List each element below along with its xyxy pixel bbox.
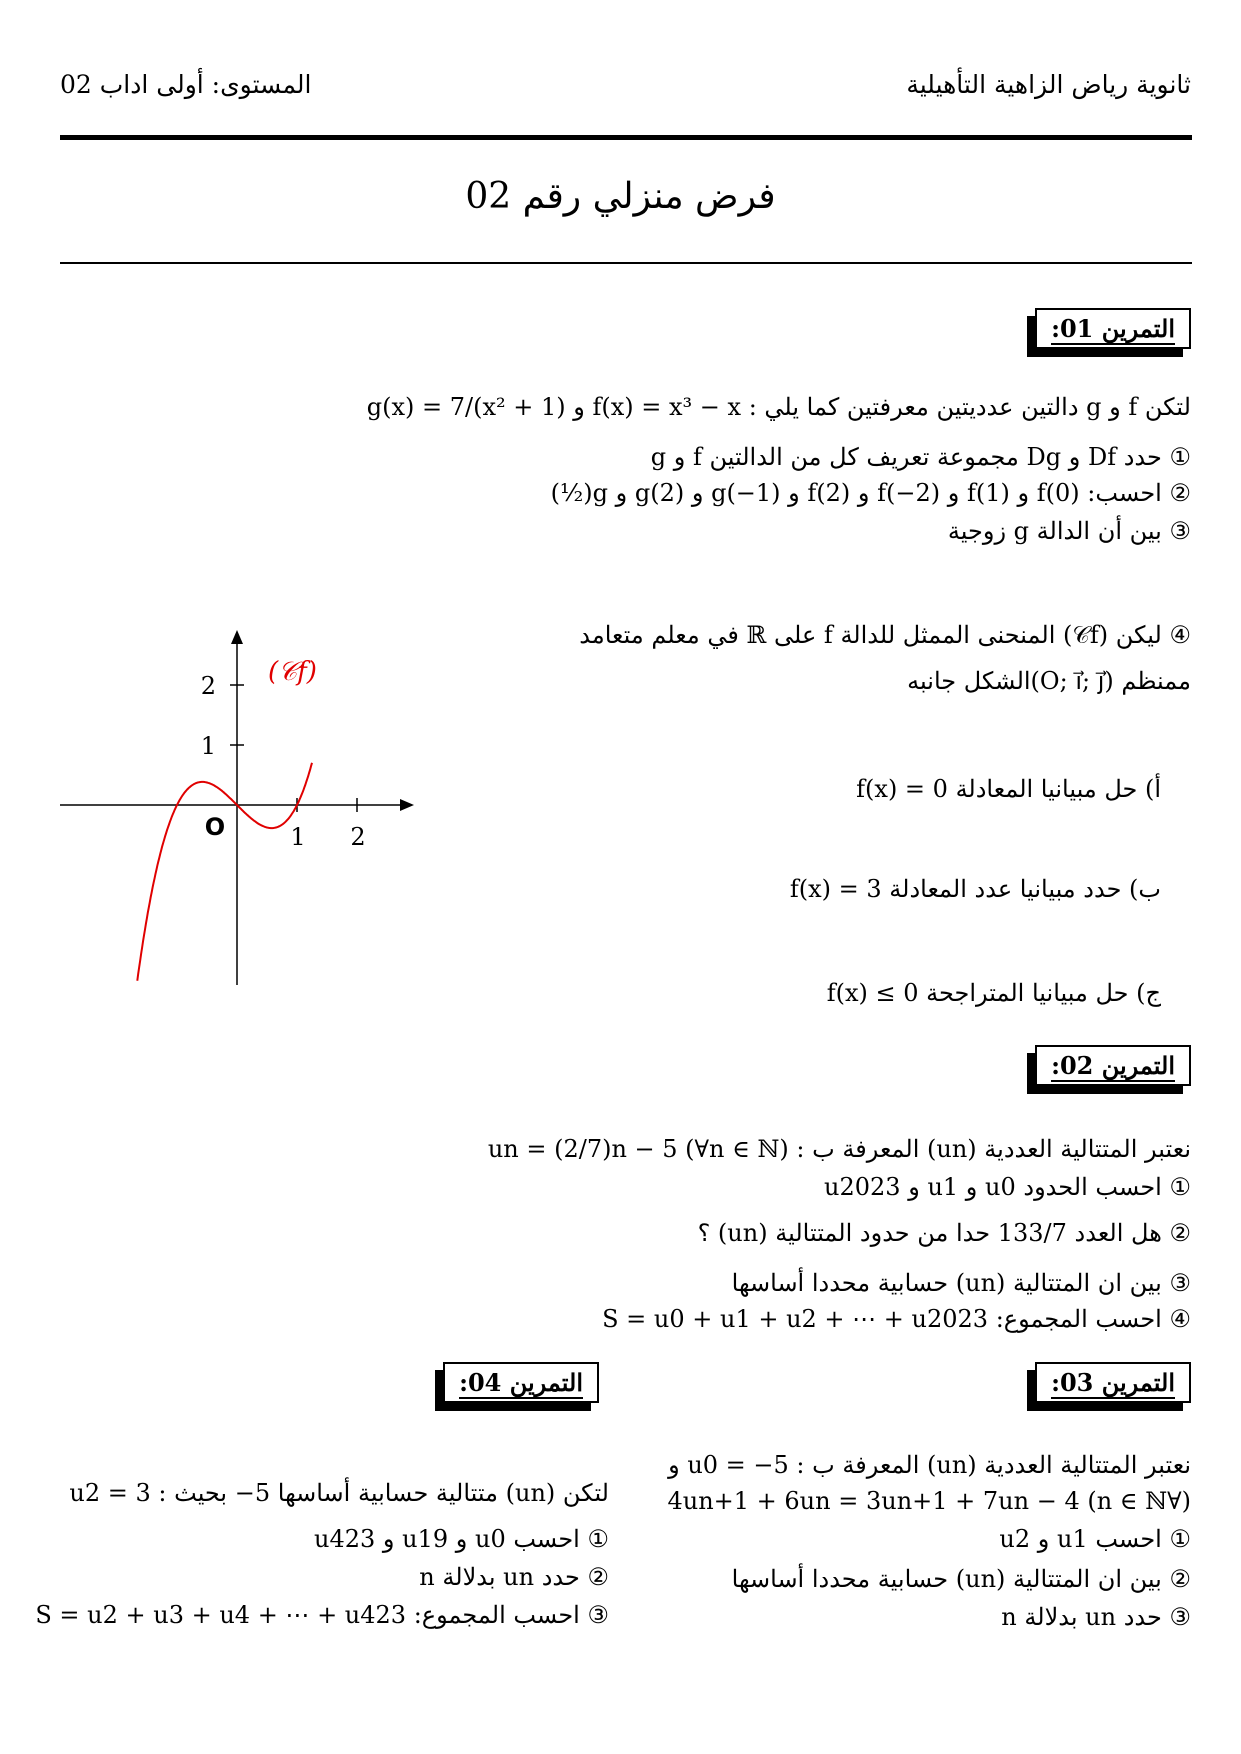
ex4-intro: لتكن (un) متتالية حسابية أساسها 5− بحيث : u2 = 3 [69,1479,609,1507]
ex3-intro-2: (∀n ∈ ℕ) 4un+1 + 6un = 3un+1 + 7un − 4 [667,1487,1191,1515]
page-title: فرض منزلي رقم 02 [465,176,776,217]
y-axis-arrow [231,630,243,644]
ex1-q1: ① حدد Df و Dg مجموعة تعريف كل من الدالتين f و g [650,443,1191,471]
ex1-q4-line1: ④ ليكن (𝒞f) المنحنى الممثل للدالة f على ℝ في معلم متعامد [579,621,1191,649]
y-tick-label-2: 2 [200,672,216,700]
level-label: المستوى: أولى اداب 02 [60,70,312,99]
ex2-q1: ① احسب الحدود u0 و u1 و u2023 [824,1173,1191,1201]
ex3-intro-1: نعتبر المتتالية العددية (un) المعرفة ب : u0 = −5 و [668,1451,1191,1479]
school-name: ثانوية رياض الزاهية التأهيلية [906,70,1191,99]
ex3-q2: ② بين ان المتتالية (un) حسابية محددا أساسها [731,1565,1191,1593]
ex4-q2: ② حدد un بدلالة n [419,1563,609,1591]
ex1-qc: ج) حل مبيانيا المتراجحة f(x) ≤ 0 [826,979,1161,1007]
header-rule [60,135,1192,140]
curve-label: (𝒞f) [268,657,317,687]
title-rule [60,262,1192,264]
ex1-q3: ③ بين أن الدالة g زوجية [947,517,1191,545]
ex1-q4-line2: ممنظم (O; i⃗; j⃗)الشكل جانبه [907,667,1191,695]
exercise-2-heading: التمرين 02: [1035,1045,1191,1086]
y-tick-label-1: 1 [200,732,216,760]
ex2-intro: نعتبر المتتالية العددية (un) المعرفة ب : un = (2/7)n − 5 (∀n ∈ ℕ) [487,1135,1191,1163]
x-tick-label-1: 1 [290,823,306,851]
ex2-q4: ④ احسب المجموع: S = u0 + u1 + u2 + ⋯ + u2023 [602,1305,1191,1333]
ex1-q2: ② احسب: f(0) و f(1) و f(−2) و f(2) و g(−1) و g(2) و g(½) [550,479,1191,507]
exercise-4-heading: التمرين 04: [443,1362,599,1403]
ex1-intro: لتكن f و g دالتين عدديتين معرفتين كما يلي : f(x) = x³ − x و g(x) = 7/(x² + 1) [366,393,1191,421]
ex2-q3: ③ بين ان المتتالية (un) حسابية محددا أساسها [731,1269,1191,1297]
ex2-q2: ② هل العدد 133/7 حدا من حدود المتتالية (un) ؟ [697,1219,1191,1247]
origin-label: O [204,813,226,841]
ex3-q3: ③ حدد un بدلالة n [1001,1603,1191,1631]
ex3-q1: ① احسب u1 و u2 [999,1525,1191,1553]
x-tick-label-2: 2 [350,823,366,851]
exercise-1-heading: التمرين 01: [1035,308,1191,349]
ex1-qa: أ) حل مبيانيا المعادلة f(x) = 0 [856,775,1161,803]
x-axis-arrow [400,799,414,811]
exercise-3-heading: التمرين 03: [1035,1362,1191,1403]
function-curve [137,763,312,981]
ex1-qb: ب) حدد مبيانيا عدد المعادلة f(x) = 3 [789,875,1161,903]
ex4-q3: ③ احسب المجموع: S = u2 + u3 + u4 + ⋯ + u423 [35,1601,609,1629]
function-graph [55,610,425,1010]
ex4-q1: ① احسب u0 و u19 و u423 [314,1525,609,1553]
